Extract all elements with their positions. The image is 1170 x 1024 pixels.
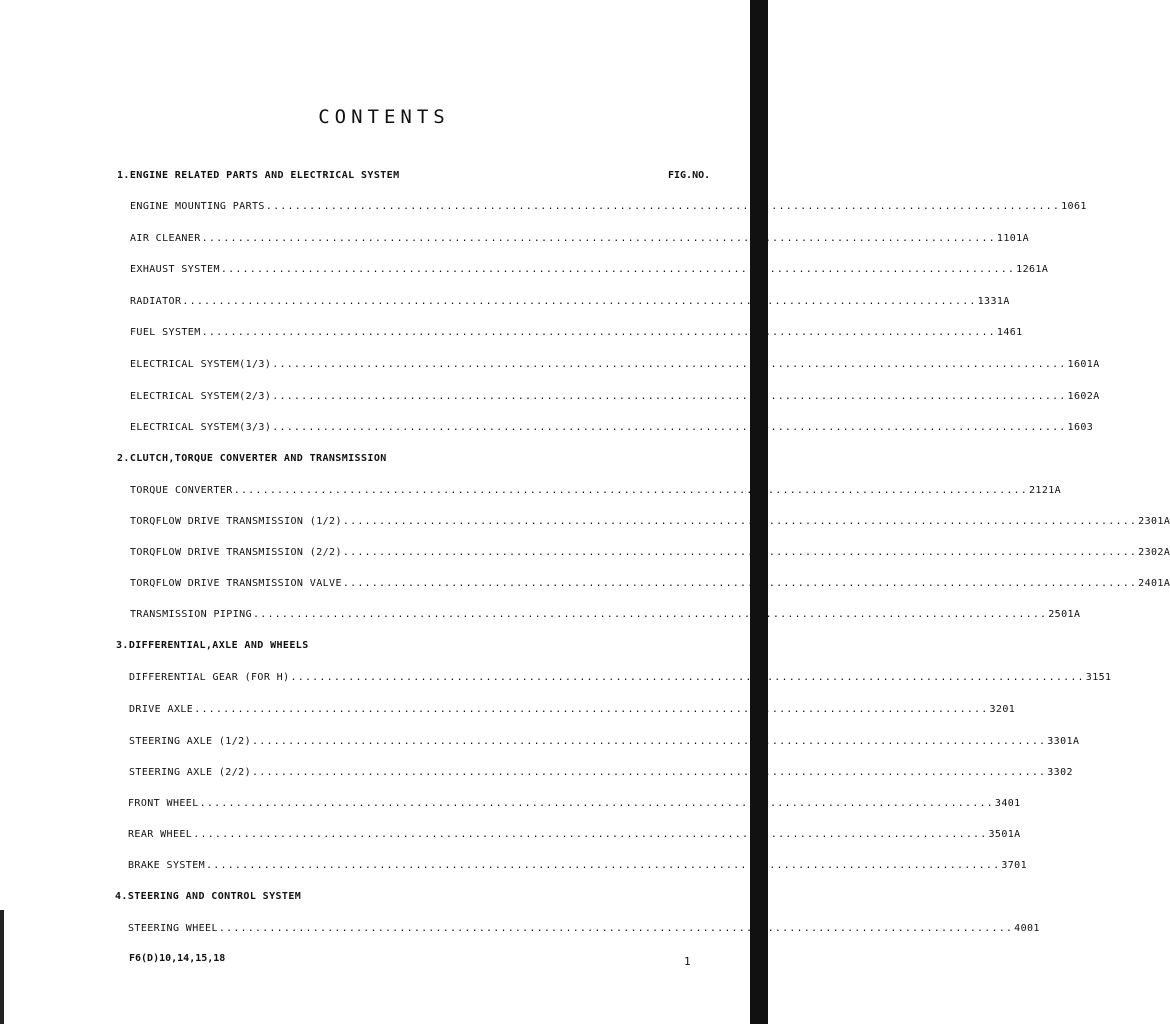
leader-dots: .............................................................................................................. <box>272 422 1067 433</box>
toc-entry-label: ENGINE MOUNTING PARTS <box>130 201 265 212</box>
toc-entry-part: (1/3) <box>239 359 272 370</box>
section-heading: 4.STEERING AND CONTROL SYSTEM <box>115 891 302 902</box>
toc-entry-fig: 2121A <box>1029 485 1062 496</box>
toc-entry[interactable] <box>130 485 1062 496</box>
toc-entry-label: TORQFLOW DRIVE TRANSMISSION VALVE <box>130 578 342 589</box>
toc-entry[interactable] <box>129 767 1073 778</box>
toc-entry[interactable] <box>130 578 1170 589</box>
leader-dots: .............................................................................................................. <box>265 201 1061 212</box>
toc-entry-label: STEERING WHEEL <box>128 923 218 934</box>
leader-dots: .............................................................................................................. <box>194 704 989 715</box>
toc-entry-label: TORQFLOW DRIVE TRANSMISSION (1/2) <box>130 516 342 527</box>
toc-entry-label: TORQFLOW DRIVE TRANSMISSION (2/2) <box>130 547 342 558</box>
toc-entry[interactable] <box>130 609 1081 620</box>
toc-entry-fig: 3151 <box>1085 672 1112 683</box>
toc-entry-fig: 1061 <box>1061 201 1087 212</box>
toc-entry-fig: 4001 <box>1014 923 1040 934</box>
toc-entry-fig: 3401 <box>994 798 1021 809</box>
toc-entry-label: FUEL SYSTEM <box>130 327 201 338</box>
toc-entry[interactable] <box>130 201 1087 212</box>
section-heading: 2.CLUTCH,TORQUE CONVERTER AND TRANSMISSION <box>117 453 387 464</box>
toc-entry-label: DIFFERENTIAL GEAR (FOR H) <box>129 672 290 683</box>
toc-entry-fig: 2401A <box>1138 578 1170 589</box>
page-number: 1 <box>684 955 691 968</box>
leader-dots: .............................................................................................................. <box>199 798 994 809</box>
toc-entry-label: RADIATOR <box>130 296 182 307</box>
leader-dots: .............................................................................................................. <box>272 391 1067 402</box>
toc-entry[interactable] <box>130 327 1023 338</box>
toc-entry-fig: 1261A <box>1016 264 1049 275</box>
toc-entry-fig: 3302 <box>1047 767 1073 778</box>
toc-entry-label: ELECTRICAL SYSTEM <box>130 391 240 402</box>
leader-dots: .............................................................................................................. <box>218 923 1014 934</box>
footer-model: F6(D)10,14,15,18 <box>129 953 226 964</box>
toc-entry-label: REAR WHEEL <box>128 829 193 840</box>
leader-dots: .............................................................................................................. <box>252 736 1047 747</box>
leader-dots: .............................................................................................................. <box>182 296 977 307</box>
toc-entry-fig: 1602A <box>1067 391 1100 402</box>
toc-entry-label: ELECTRICAL SYSTEM <box>130 422 240 433</box>
toc-entry-fig: 3201 <box>989 704 1016 715</box>
toc-entry[interactable] <box>130 422 1094 433</box>
leader-dots: .............................................................................................................. <box>342 578 1138 589</box>
leader-dots: .............................................................................................................. <box>201 327 996 338</box>
toc-entry-label: STEERING AXLE (1/2) <box>129 736 251 747</box>
leader-dots: .............................................................................................................. <box>253 609 1048 620</box>
toc-entry[interactable] <box>130 391 1100 402</box>
toc-entry-label: TORQUE CONVERTER <box>130 485 233 496</box>
toc-entry[interactable] <box>130 359 1100 370</box>
toc-entry-label: TRANSMISSION PIPING <box>130 609 252 620</box>
toc-entry[interactable] <box>130 547 1170 558</box>
leader-dots: .............................................................................................................. <box>206 860 1001 871</box>
toc-entry[interactable] <box>128 860 1027 871</box>
leader-dots: .............................................................................................................. <box>290 672 1085 683</box>
leader-dots: .............................................................................................................. <box>201 233 996 244</box>
toc-entry[interactable] <box>130 264 1049 275</box>
leader-dots: .............................................................................................................. <box>220 264 1016 275</box>
toc-entry-fig: 1601A <box>1067 359 1100 370</box>
toc-entry-part: (2/3) <box>239 391 272 402</box>
toc-entry[interactable] <box>130 233 1030 244</box>
toc-entry-fig: 3501A <box>988 829 1021 840</box>
leader-dots: .............................................................................................................. <box>252 767 1047 778</box>
leader-dots: .............................................................................................................. <box>272 359 1067 370</box>
toc-entry[interactable] <box>130 296 1010 307</box>
toc-entry-fig: 3701 <box>1001 860 1027 871</box>
toc-entry[interactable] <box>130 516 1170 527</box>
toc-entry-label: STEERING AXLE (2/2) <box>129 767 251 778</box>
toc-entry[interactable] <box>129 736 1080 747</box>
toc-entry-fig: 2501A <box>1048 609 1081 620</box>
toc-entry-fig: 1331A <box>977 296 1010 307</box>
toc-entry-fig: 3301A <box>1047 736 1080 747</box>
page-title: CONTENTS <box>318 106 450 128</box>
toc-entry-fig: 1603 <box>1067 422 1094 433</box>
leader-dots: .............................................................................................................. <box>193 829 988 840</box>
toc-entry-label: FRONT WHEEL <box>128 798 199 809</box>
toc-entry-part: (3/3) <box>239 422 272 433</box>
toc-entry[interactable] <box>128 923 1040 934</box>
toc-entry[interactable] <box>129 672 1112 683</box>
toc-entry-label: EXHAUST SYSTEM <box>130 264 220 275</box>
fig-no-header: FIG.NO. <box>668 170 711 181</box>
section-heading: 1.ENGINE RELATED PARTS AND ELECTRICAL SYSTEM <box>117 170 400 181</box>
toc-entry[interactable] <box>128 829 1021 840</box>
toc-entry[interactable] <box>129 704 1016 715</box>
section-heading: 3.DIFFERENTIAL,AXLE AND WHEELS <box>116 640 309 651</box>
toc-entry-fig: 1461 <box>996 327 1023 338</box>
toc-entry-fig: 2301A <box>1138 516 1170 527</box>
toc-entry-label: DRIVE AXLE <box>129 704 194 715</box>
toc-entry-label: AIR CLEANER <box>130 233 201 244</box>
toc-entry-label: BRAKE SYSTEM <box>128 860 206 871</box>
toc-entry[interactable] <box>128 798 1021 809</box>
toc-entry-fig: 1101A <box>996 233 1030 244</box>
leader-dots: .............................................................................................................. <box>233 485 1028 496</box>
toc-entry-label: ELECTRICAL SYSTEM <box>130 359 240 370</box>
scan-edge-left <box>0 910 4 1024</box>
toc-entry-fig: 2302A <box>1138 547 1170 558</box>
leader-dots: .............................................................................................................. <box>342 547 1138 558</box>
leader-dots: .............................................................................................................. <box>342 516 1138 527</box>
